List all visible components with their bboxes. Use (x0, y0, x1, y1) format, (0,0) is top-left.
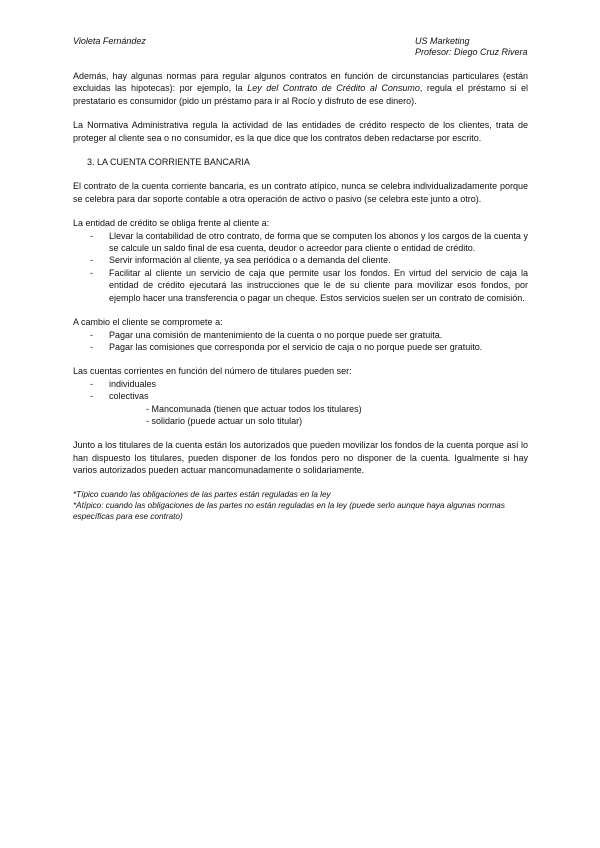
author-name: Violeta Fernández (73, 36, 146, 46)
professor-name: Profesor: Diego Cruz Rivera (415, 47, 528, 57)
obligations-intro: La entidad de crédito se obliga frente al cliente a: (73, 218, 270, 229)
list-item: - Servir información al cliente, ya sea periódica o a demanda del cliente. (90, 255, 391, 266)
course-name: US Marketing (415, 36, 470, 46)
course-info (415, 36, 528, 58)
obligations-list (73, 230, 528, 304)
law-name: Ley del Contrato de Crédito al Consumo (247, 83, 420, 94)
list-item: - Pagar las comisiones que corresponda por el servicio de caja o no porque puede ser gratuito. (90, 341, 483, 352)
document-body (73, 70, 528, 522)
list-item: - Facilitar al cliente un servicio de caja que permite usar los fondos. En virtud del servicio de caja la entidad de crédito ejecutará las instrucciones que le de su cliente para movilizar esos fondos, por ejemplo hacer una transferencia o pagar un cheque. Estos servicios suelen ser un contrato de comisión. (90, 267, 528, 303)
list-item: - Pagar una comisión de mantenimiento de la cuenta o no porque puede ser gratuita. (90, 329, 443, 340)
paragraph-administrative-rules: La Normativa Administrativa regula la actividad de las entidades de crédito respecto de los clientes, trata de proteger al cliente sea o no consumidor, es la que dice que los contratos deben redactarse por escrito. (73, 120, 528, 143)
list-item: - colectivas (90, 391, 149, 402)
accounts-intro: Las cuentas corrientes en función del número de titulares pueden ser: (73, 366, 352, 377)
client-list (73, 329, 528, 354)
collective-type-solidario: - solidario (puede actuar un solo titular) (146, 415, 303, 426)
list-item: - individuales (90, 378, 157, 389)
client-intro: A cambio el cliente se compromete a: (73, 317, 223, 328)
paragraph-authorized: Junto a los titulares de la cuenta están los autorizados que pueden movilizar los fondos de la cuenta porque así lo han dispuesto los titulares, pueden disponer de los fondos pero no disponer de la cuenta. Igualmente si hay varios autorizados pueden actuar mancomunadamente o solidariamente. (73, 440, 528, 476)
list-item: - Llevar la contabilidad de otro contrato, de forma que se computen los abonos y los cargos de la cuenta y se calcule un saldo final de esa cuenta, deudor o acreedor para cliente o entidad de crédito. (90, 230, 528, 254)
section-heading: 3. LA CUENTA CORRIENTE BANCARIA (87, 157, 250, 168)
paragraph-consumer-credit: Además, hay algunas normas para regular algunos contratos en función de circunstancias particulares (están excluidas las hipotecas): por ejemplo, la Ley del Contrato de Crédito al Consumo, regula el préstamo si el prestatario es consumidor (pido un préstamo para ir al Rocío y disfruto de ese dinero). (73, 71, 528, 106)
collective-type-mancomunada: - Mancomunada (tienen que actuar todos los titulares) (146, 403, 362, 414)
paragraph-current-account: El contrato de la cuenta corriente bancaria, es un contrato atípico, nunca se celebra individualizadamente porque se celebra para dar soporte contable a otra operación de activo o pasivo (se celebra este junto a otro). (73, 181, 528, 204)
footnote-typical: *Típico cuando las obligaciones de las partes están reguladas en la ley (73, 489, 331, 499)
account-types-list (73, 378, 528, 403)
footnote-atypical: *Atípico: cuando las obligaciones de las partes no están reguladas en la ley (puede serlo aunque haya algunas normas específicas para ese contrato) (73, 500, 505, 521)
footnotes (73, 489, 528, 522)
